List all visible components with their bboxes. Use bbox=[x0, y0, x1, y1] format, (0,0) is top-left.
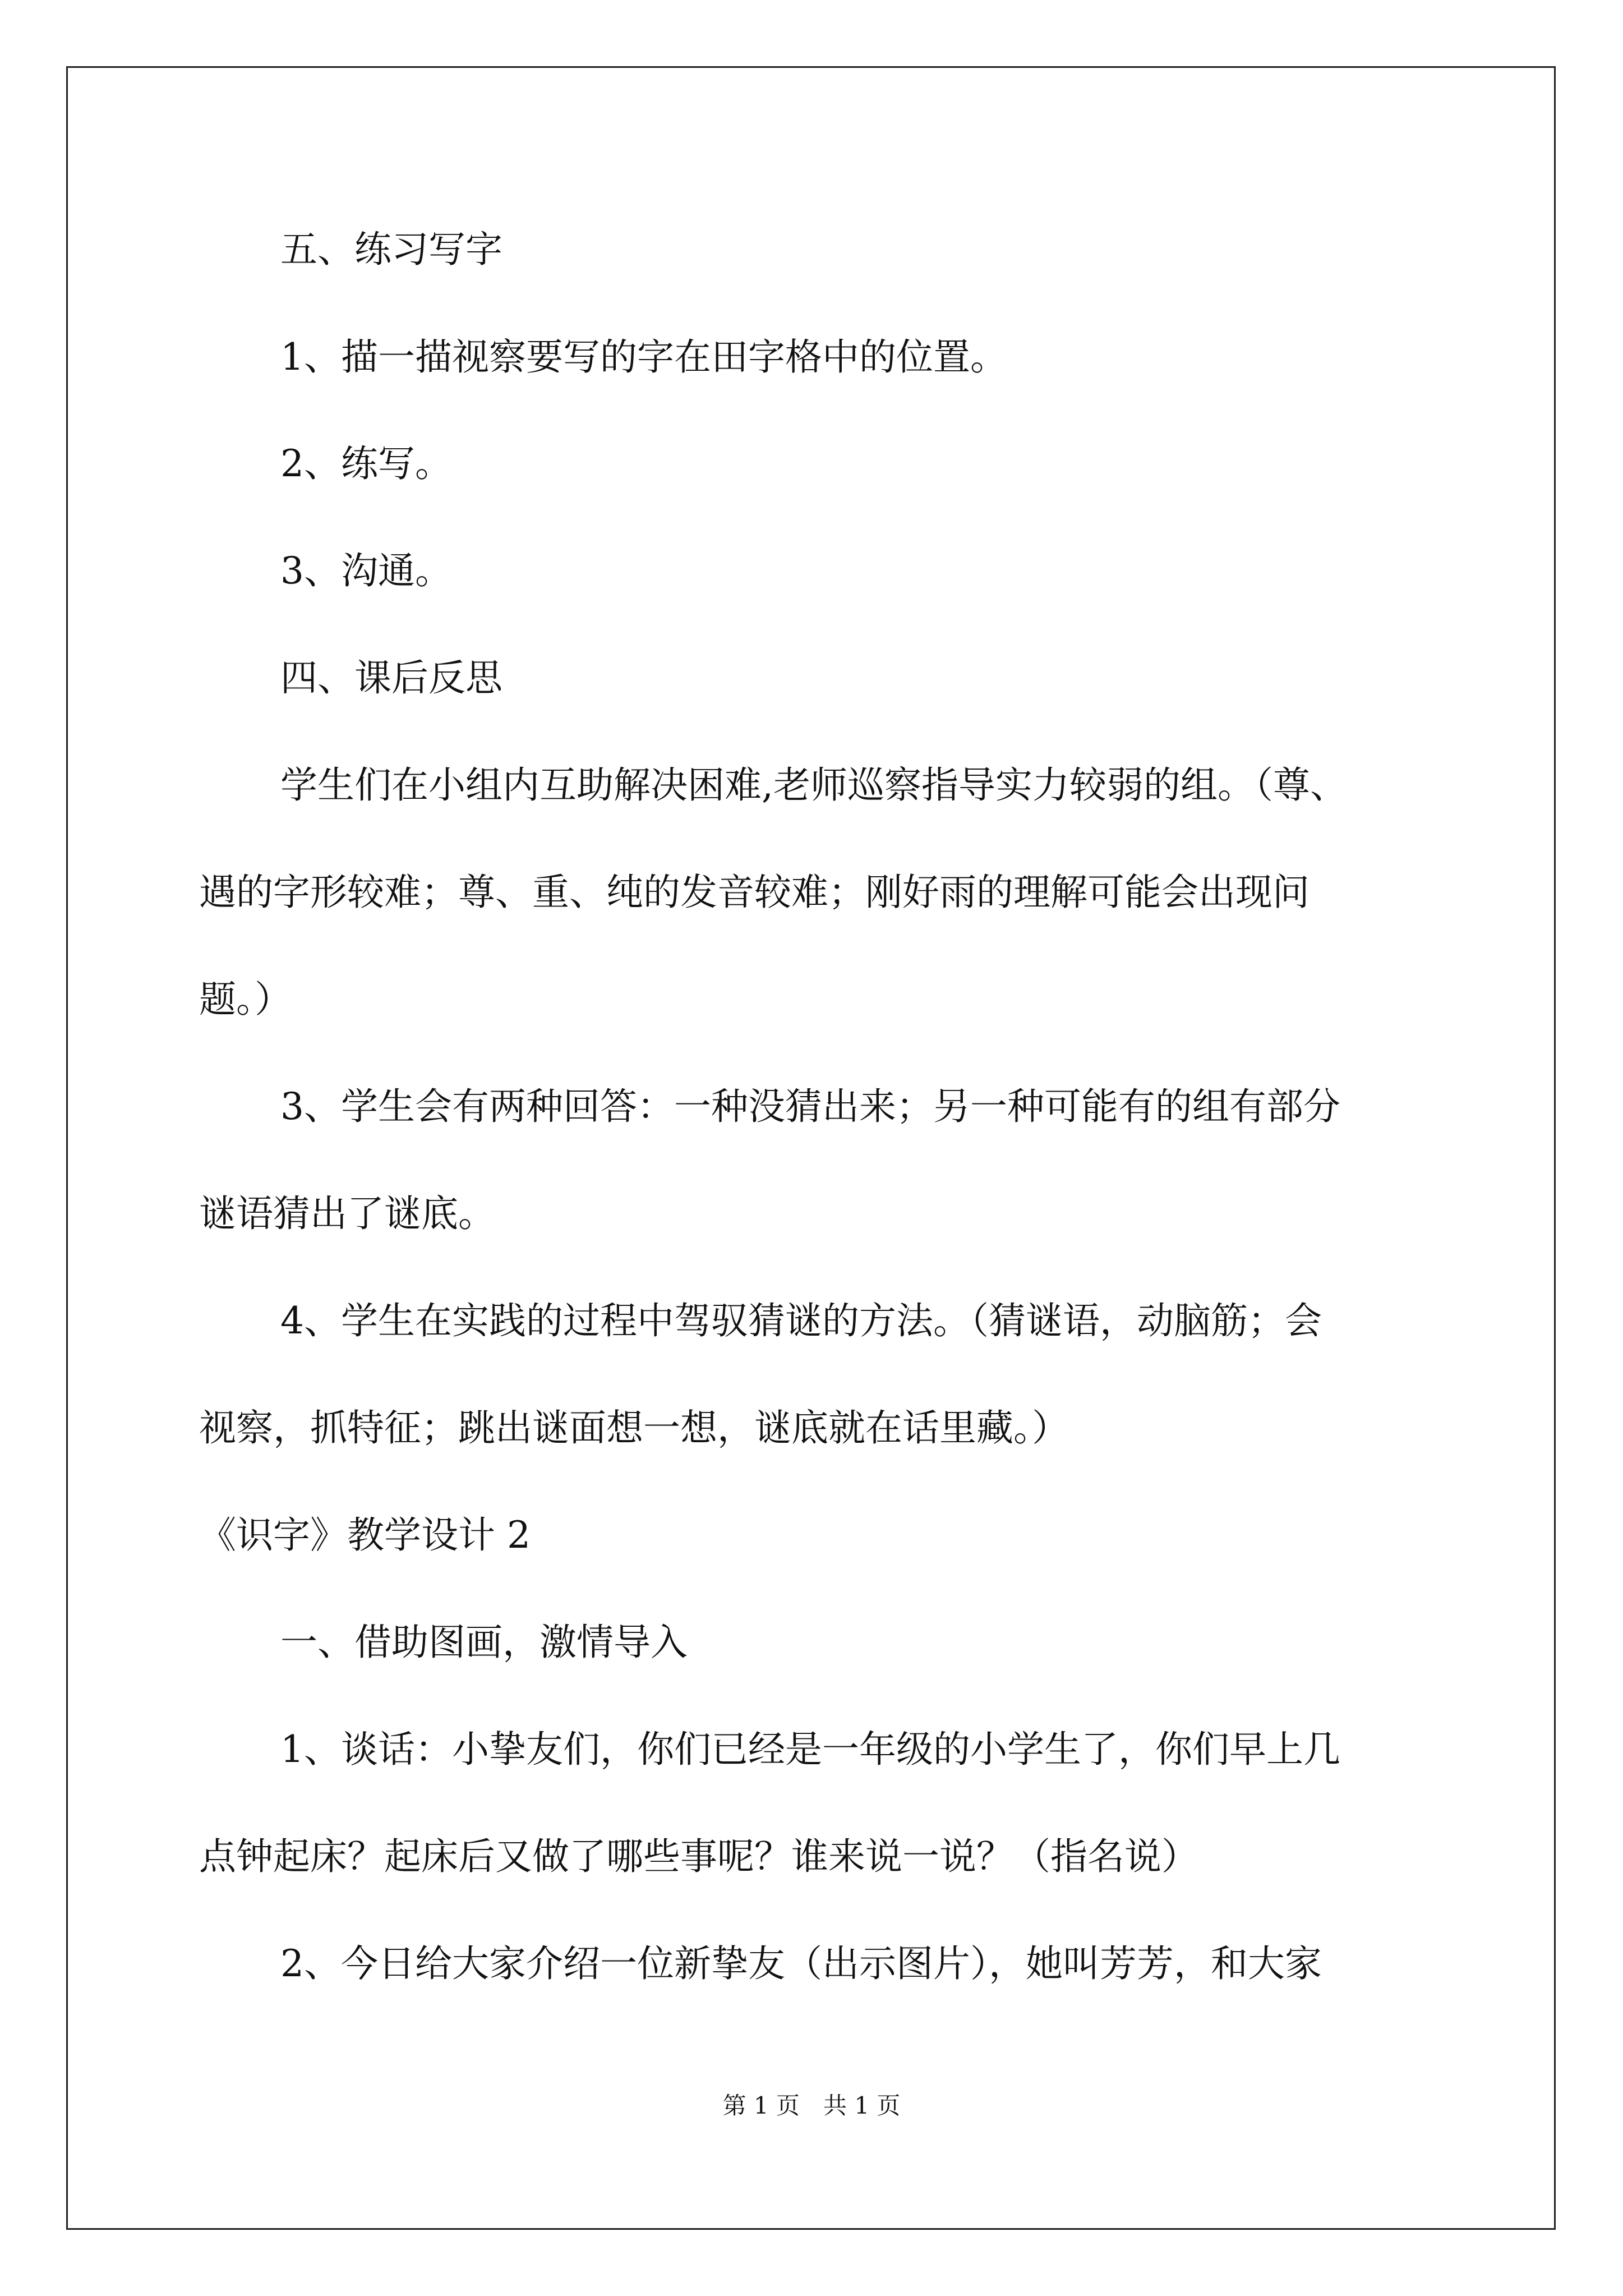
paragraph-line: 点钟起床？起床后又做了哪些事呢？谁来说一说？（指名说） bbox=[199, 1835, 1198, 1878]
section-heading: 一、借助图画，激情导入 bbox=[280, 1621, 688, 1664]
paragraph-line: 视察，抓特征；跳出谜面想一想，谜底就在话里藏。） bbox=[199, 1406, 1069, 1450]
paragraph-line: 谜语猜出了谜底。 bbox=[199, 1192, 495, 1235]
section-heading: 四、课后反思 bbox=[280, 656, 502, 700]
paragraph-line: 遇的字形较难；尊、重、纯的发音较难；刚好雨的理解可能会出现问 bbox=[199, 871, 1310, 914]
paragraph-line: 3、沟通。 bbox=[280, 549, 452, 592]
paragraph-line: 2、今日给大家介绍一位新挚友（出示图片），她叫芳芳，和大家 bbox=[280, 1942, 1322, 1985]
paragraph-line: 4、学生在实践的过程中驾驭猜谜的方法。（猜谜语，动脑筋；会 bbox=[280, 1299, 1322, 1342]
paragraph-line: 1、谈话：小挚友们，你们已经是一年级的小学生了，你们早上几 bbox=[280, 1728, 1340, 1771]
section-heading: 五、练习写字 bbox=[280, 228, 502, 271]
paragraph-line: 学生们在小组内互助解决困难,老师巡察指导实力较弱的组。（尊、 bbox=[280, 763, 1347, 807]
paragraph-line: 题。） bbox=[199, 978, 292, 1021]
page-border bbox=[66, 66, 1556, 2230]
document-title: 《识字》教学设计 2 bbox=[199, 1513, 531, 1557]
paragraph-line: 1、描一描视察要写的字在田字格中的位置。 bbox=[280, 335, 1007, 379]
paragraph-line: 3、学生会有两种回答：一种没猜出来；另一种可能有的组有部分 bbox=[280, 1085, 1340, 1128]
paragraph-line: 2、练写。 bbox=[280, 442, 452, 485]
page-footer: 第 1 页 共 1 页 bbox=[722, 2092, 901, 2119]
